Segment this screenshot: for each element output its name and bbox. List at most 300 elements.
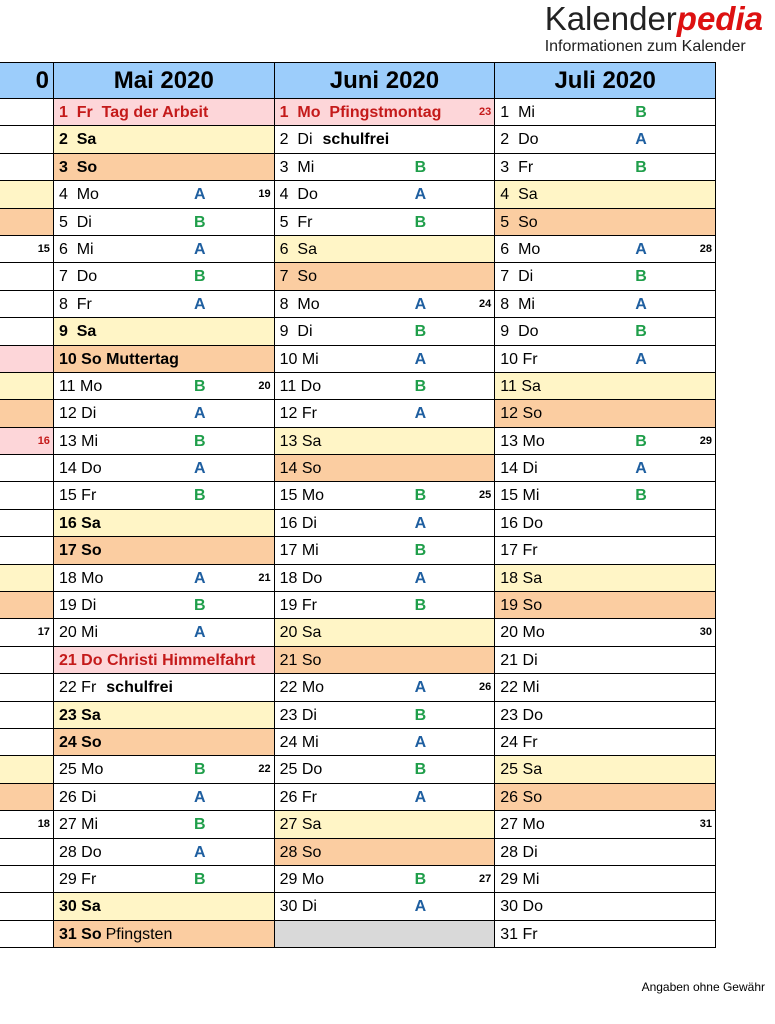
day-label: 31 Fr <box>500 925 538 943</box>
day-cell <box>274 592 495 619</box>
day-label: 9 Sa <box>58 323 97 341</box>
day-cell <box>53 646 274 673</box>
day-cell-prev <box>0 811 53 838</box>
day-cell <box>53 619 274 646</box>
day-cell <box>274 674 495 701</box>
day-label: 2 Sa <box>58 131 97 149</box>
day-cell <box>53 153 274 180</box>
week-number: 30 <box>699 626 712 639</box>
table-row <box>0 646 716 673</box>
day-cell <box>495 920 716 947</box>
day-cell <box>53 756 274 783</box>
day-cell-prev <box>0 400 53 427</box>
day-label: 8 Mi <box>500 295 535 313</box>
table-row <box>0 838 716 865</box>
week-number: 20 <box>258 379 271 392</box>
table-row <box>0 99 716 126</box>
day-cell-prev <box>0 318 53 345</box>
day-label: 7 So <box>279 268 317 286</box>
ab-week-marker: A <box>635 350 647 368</box>
ab-week-marker: A <box>635 131 647 149</box>
day-cell-prev <box>0 838 53 865</box>
brand-subtitle: Informationen zum Kalender <box>544 38 746 55</box>
day-label: 12 So <box>500 405 543 423</box>
ab-week-marker: A <box>635 240 647 258</box>
table-row <box>0 619 716 646</box>
day-cell <box>53 509 274 536</box>
day-cell <box>274 646 495 673</box>
day-label: 3 Fr <box>500 158 534 176</box>
day-cell <box>495 783 716 810</box>
day-cell <box>495 400 716 427</box>
day-label: 1 Mi <box>500 104 535 121</box>
ab-week-marker: B <box>635 432 647 450</box>
day-cell-prev <box>0 564 53 591</box>
day-cell <box>495 509 716 536</box>
table-row <box>0 153 716 180</box>
ab-week-marker: A <box>193 843 206 861</box>
day-cell <box>53 728 274 755</box>
table-row <box>0 455 716 482</box>
day-cell-prev <box>0 701 53 728</box>
week-number: 16 <box>37 434 50 447</box>
day-cell-prev <box>0 345 53 372</box>
day-cell <box>53 345 274 372</box>
day-cell <box>53 427 274 454</box>
ab-week-marker: B <box>193 816 206 834</box>
ab-week-marker: B <box>414 487 427 505</box>
day-cell-prev <box>0 592 53 619</box>
day-cell <box>274 619 495 646</box>
day-label: 30 Sa <box>58 898 101 916</box>
brand-title <box>545 2 763 36</box>
day-cell-prev <box>0 455 53 482</box>
day-cell <box>274 509 495 536</box>
day-label: 18 Do <box>279 569 323 587</box>
day-label: 25 Sa <box>500 761 543 779</box>
day-cell <box>274 263 495 290</box>
table-row <box>0 235 716 262</box>
day-label: 24 Fr <box>500 733 538 751</box>
ab-week-marker: B <box>414 542 427 560</box>
table-row <box>0 811 716 838</box>
day-cell <box>53 811 274 838</box>
brand-logo <box>545 2 763 56</box>
table-row <box>0 126 716 153</box>
ab-week-marker: B <box>193 268 206 286</box>
day-cell <box>274 756 495 783</box>
month-header-prev <box>0 63 53 99</box>
ab-week-marker: A <box>193 295 206 313</box>
day-cell <box>495 345 716 372</box>
day-label: 13 Mo <box>500 432 545 450</box>
ab-week-marker: A <box>414 569 427 587</box>
week-number: 15 <box>37 242 50 255</box>
week-number: 29 <box>699 434 712 447</box>
day-label: 21 Di <box>500 651 538 669</box>
ab-week-marker: B <box>414 377 427 395</box>
day-label: 27 Mi <box>58 816 99 834</box>
day-cell-prev <box>0 756 53 783</box>
day-cell-prev <box>0 208 53 235</box>
disclaimer: Angaben ohne Gewähr <box>641 980 765 994</box>
day-label: 26 Di <box>58 788 97 806</box>
day-label: 23 Do <box>500 706 543 724</box>
calendar-header-row <box>0 63 716 99</box>
day-label: 29 Mo <box>279 870 325 888</box>
week-number: 21 <box>258 571 271 584</box>
day-cell-prev <box>0 893 53 920</box>
table-row <box>0 701 716 728</box>
day-cell-prev <box>0 783 53 810</box>
day-cell <box>53 235 274 262</box>
table-row <box>0 920 716 947</box>
day-cell <box>495 455 716 482</box>
day-cell <box>274 427 495 454</box>
day-cell <box>495 427 716 454</box>
day-cell <box>495 592 716 619</box>
day-label: 15 Mo <box>279 487 325 505</box>
day-label: 11 Mo <box>58 377 103 395</box>
table-row <box>0 756 716 783</box>
week-number: 27 <box>479 872 492 885</box>
day-cell <box>53 208 274 235</box>
table-row <box>0 893 716 920</box>
ab-week-marker: B <box>414 761 427 779</box>
ab-week-marker: B <box>635 323 647 341</box>
ab-week-marker: A <box>414 679 427 697</box>
week-number: 31 <box>699 818 712 831</box>
day-cell <box>53 537 274 564</box>
week-number: 26 <box>479 681 492 694</box>
ab-week-marker: A <box>414 898 427 916</box>
day-label: 27 Sa <box>279 816 322 834</box>
week-number: 24 <box>479 297 492 310</box>
day-cell <box>274 455 495 482</box>
table-row <box>0 537 716 564</box>
ab-week-marker: A <box>414 733 427 751</box>
day-cell <box>274 126 495 153</box>
week-number: 25 <box>479 489 492 502</box>
day-cell <box>274 372 495 399</box>
day-cell-prev <box>0 509 53 536</box>
day-cell-prev <box>0 235 53 262</box>
day-cell <box>495 318 716 345</box>
day-cell-prev <box>0 427 53 454</box>
day-cell <box>274 181 495 208</box>
day-label: 29 Mi <box>500 870 540 888</box>
table-row <box>0 674 716 701</box>
day-cell <box>495 646 716 673</box>
day-cell <box>53 99 274 126</box>
calendar-table <box>0 62 716 948</box>
day-cell-prev <box>0 263 53 290</box>
day-label: 17 So <box>58 542 102 560</box>
day-label: 23 Sa <box>58 706 101 724</box>
day-label: 30 Do <box>500 898 543 916</box>
ab-week-marker: B <box>193 761 206 779</box>
day-label: 23 Di <box>279 706 317 724</box>
day-note: schulfrei <box>322 131 390 149</box>
day-label: 2 Di <box>279 131 313 149</box>
ab-week-marker: A <box>414 350 427 368</box>
day-label: 10 So Muttertag <box>58 350 179 368</box>
brand-part1: Kalender <box>544 0 677 37</box>
day-cell-prev <box>0 646 53 673</box>
day-cell <box>53 455 274 482</box>
day-label: 5 So <box>500 213 538 231</box>
ab-week-marker: B <box>635 158 647 176</box>
day-label: 4 Mo <box>58 186 99 204</box>
ab-week-marker: A <box>635 460 647 478</box>
day-cell <box>495 619 716 646</box>
day-cell <box>274 783 495 810</box>
day-label: 24 Mi <box>279 733 319 751</box>
day-cell <box>53 126 274 153</box>
day-cell <box>274 345 495 372</box>
day-cell <box>274 701 495 728</box>
day-label: 14 Di <box>500 460 538 478</box>
table-row <box>0 564 716 591</box>
day-cell <box>274 99 495 126</box>
day-cell <box>274 318 495 345</box>
day-note: Pfingsten <box>105 925 173 943</box>
day-cell <box>495 865 716 892</box>
day-label: 14 Do <box>58 460 102 478</box>
day-cell <box>495 564 716 591</box>
day-label: 21 Do Christi Himmelfahrt <box>58 651 256 669</box>
day-label: 22 Mi <box>500 679 540 697</box>
table-row <box>0 290 716 317</box>
day-cell <box>274 290 495 317</box>
day-cell <box>274 838 495 865</box>
day-cell <box>495 482 716 509</box>
day-label: 4 Sa <box>500 186 538 204</box>
ab-week-marker: B <box>635 268 647 286</box>
week-number: 19 <box>258 188 271 201</box>
ab-week-marker: A <box>414 514 427 532</box>
day-label: 16 Sa <box>58 514 101 532</box>
ab-week-marker: B <box>635 487 647 505</box>
day-cell-prev <box>0 99 53 126</box>
day-label: 2 Do <box>500 131 539 149</box>
day-cell-prev <box>0 537 53 564</box>
day-label: 14 So <box>279 460 322 478</box>
day-label: 16 Do <box>500 514 543 532</box>
day-cell <box>53 482 274 509</box>
ab-week-marker: A <box>193 240 206 258</box>
ab-week-marker: B <box>193 377 206 395</box>
day-cell <box>53 701 274 728</box>
ab-week-marker: A <box>193 405 206 423</box>
day-cell-prev <box>0 920 53 947</box>
table-row <box>0 865 716 892</box>
week-number: 17 <box>37 626 50 639</box>
day-label: 19 So <box>500 597 543 615</box>
ab-week-marker: B <box>193 432 206 450</box>
day-cell <box>495 701 716 728</box>
day-label: 9 Di <box>279 323 313 341</box>
day-label: 6 Mo <box>500 240 541 258</box>
day-label: 28 Do <box>58 843 102 861</box>
day-label: 13 Sa <box>279 432 322 450</box>
month-title-juli: Juli 2020 <box>554 66 656 94</box>
day-cell <box>495 126 716 153</box>
day-label: 29 Fr <box>58 870 97 888</box>
day-label: 22 Fr <box>58 679 97 697</box>
day-cell <box>274 920 495 947</box>
day-label: 6 Mi <box>58 240 94 258</box>
day-label: 3 Mi <box>279 158 315 176</box>
day-label: 17 Mi <box>279 542 319 560</box>
day-label: 6 Sa <box>279 240 317 258</box>
day-label: 16 Di <box>279 514 317 532</box>
table-row <box>0 318 716 345</box>
day-cell <box>495 674 716 701</box>
day-cell <box>274 153 495 180</box>
day-label: 28 Di <box>500 843 538 861</box>
day-cell <box>53 263 274 290</box>
table-row <box>0 592 716 619</box>
day-cell <box>274 400 495 427</box>
day-cell-prev <box>0 181 53 208</box>
ab-week-marker: A <box>193 186 206 204</box>
day-label: 18 Mo <box>58 569 104 587</box>
ab-week-marker: A <box>193 788 206 806</box>
day-cell <box>495 290 716 317</box>
day-label: 10 Mi <box>279 350 319 368</box>
day-label: 25 Do <box>279 761 323 779</box>
day-label: 25 Mo <box>58 761 104 779</box>
day-label: 11 Do <box>279 377 322 395</box>
day-label: 20 Mi <box>58 624 99 642</box>
day-label: 8 Mo <box>279 295 320 313</box>
day-cell <box>53 372 274 399</box>
table-row <box>0 400 716 427</box>
day-cell-prev <box>0 865 53 892</box>
day-cell <box>274 564 495 591</box>
day-cell <box>53 318 274 345</box>
day-cell <box>53 838 274 865</box>
day-cell-prev <box>0 728 53 755</box>
day-label: 1 Fr Tag der Arbeit <box>58 104 209 121</box>
month-title-prev: 0 <box>35 66 49 94</box>
ab-week-marker: A <box>193 569 206 587</box>
ab-week-marker: B <box>193 213 206 231</box>
table-row <box>0 181 716 208</box>
day-label: 20 Mo <box>500 624 545 642</box>
day-cell <box>495 99 716 126</box>
ab-week-marker: A <box>193 624 206 642</box>
day-label: 1 Mo Pfingstmontag <box>279 104 442 121</box>
day-label: 24 So <box>58 733 102 751</box>
day-label: 10 Fr <box>500 350 538 368</box>
ab-week-marker: B <box>414 213 427 231</box>
ab-week-marker: A <box>635 295 647 313</box>
day-cell-prev <box>0 290 53 317</box>
table-row <box>0 263 716 290</box>
day-cell <box>53 783 274 810</box>
ab-week-marker: B <box>193 597 206 615</box>
day-cell <box>495 537 716 564</box>
table-row <box>0 509 716 536</box>
day-cell <box>274 235 495 262</box>
ab-week-marker: B <box>414 870 427 888</box>
day-label: 30 Di <box>279 898 317 916</box>
week-number: 18 <box>37 818 50 831</box>
day-label: 27 Mo <box>500 816 545 834</box>
month-title-mai: Mai 2020 <box>113 66 214 94</box>
month-header-mai <box>53 63 274 99</box>
day-label: 12 Fr <box>279 405 317 423</box>
day-cell <box>53 400 274 427</box>
table-row <box>0 208 716 235</box>
day-cell <box>495 893 716 920</box>
day-cell <box>274 482 495 509</box>
ab-week-marker: B <box>414 597 427 615</box>
day-cell <box>53 181 274 208</box>
month-header-juli <box>495 63 716 99</box>
day-label: 11 Sa <box>500 377 541 395</box>
day-label: 21 So <box>279 651 322 669</box>
day-label: 26 Fr <box>279 788 317 806</box>
month-title-juni: Juni 2020 <box>329 66 440 94</box>
day-label: 19 Di <box>58 597 97 615</box>
day-label: 31 So <box>58 925 102 943</box>
day-cell <box>495 208 716 235</box>
day-cell <box>274 728 495 755</box>
table-row <box>0 345 716 372</box>
day-label: 4 Do <box>279 186 318 204</box>
day-cell <box>274 537 495 564</box>
day-cell <box>53 290 274 317</box>
day-cell-prev <box>0 126 53 153</box>
calendar-body <box>0 99 716 948</box>
day-cell <box>53 893 274 920</box>
day-label: 15 Mi <box>500 487 540 505</box>
day-cell-prev <box>0 619 53 646</box>
day-cell-prev <box>0 153 53 180</box>
day-cell-prev <box>0 674 53 701</box>
day-note: schulfrei <box>106 679 173 697</box>
ab-week-marker: A <box>414 186 427 204</box>
day-label: 9 Do <box>500 323 539 341</box>
day-label: 3 So <box>58 158 98 176</box>
day-cell <box>53 564 274 591</box>
ab-week-marker: B <box>193 870 206 888</box>
day-label: 13 Mi <box>58 432 99 450</box>
table-row <box>0 728 716 755</box>
day-label: 15 Fr <box>58 487 97 505</box>
day-cell <box>274 208 495 235</box>
day-label: 8 Fr <box>58 295 92 313</box>
week-number: 22 <box>258 763 271 776</box>
day-label: 28 So <box>279 843 322 861</box>
day-label: 17 Fr <box>500 542 538 560</box>
day-label: 19 Fr <box>279 597 317 615</box>
month-header-juni <box>274 63 495 99</box>
day-cell <box>274 865 495 892</box>
day-cell <box>495 811 716 838</box>
table-row <box>0 482 716 509</box>
ab-week-marker: B <box>414 706 427 724</box>
table-row <box>0 783 716 810</box>
week-number: 23 <box>479 106 492 118</box>
ab-week-marker: A <box>414 788 427 806</box>
day-label: 18 Sa <box>500 569 543 587</box>
ab-week-marker: A <box>414 295 427 313</box>
day-label: 22 Mo <box>279 679 325 697</box>
